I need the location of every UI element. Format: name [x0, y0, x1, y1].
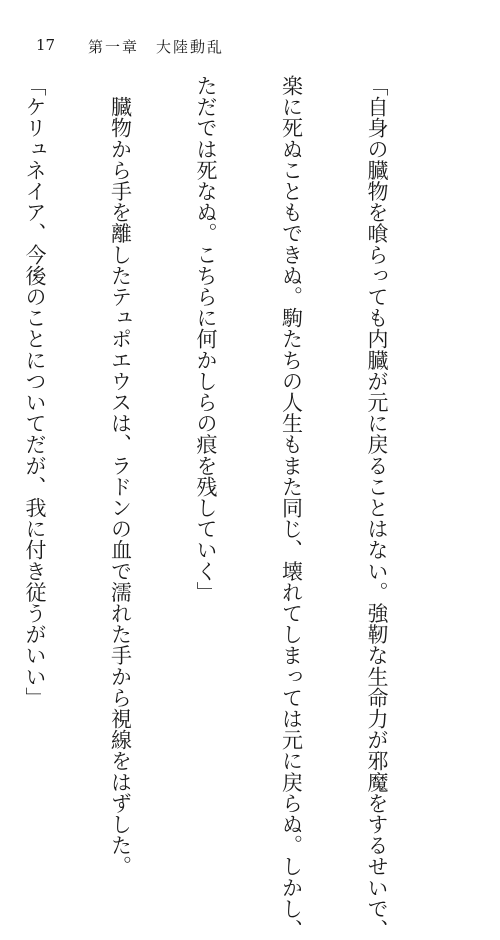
text-line: 臓物から手を離したテュポエウスは、ラドンの血で濡れた手から視線をはずした。 [108, 75, 133, 877]
text-line: 「自身の臓物を喰らっても内臓が元に戻ることはない。強靭な生命力が邪魔をするせいで、 [365, 75, 389, 940]
text-line: ただでは死なぬ。こちらに何かしらの痕を残していく」 [194, 75, 218, 603]
page-header [0, 36, 500, 60]
page-number: 17 [36, 36, 56, 54]
text-line: 楽に死ぬこともできぬ。駒たちの人生もまた同じ、壊れてしまっては元に戻らぬ。しかし、 [279, 75, 304, 940]
text-line: 「ケリュネイア、今後のことについてだが、我に付き従うがいい」 [23, 75, 47, 708]
chapter-title: 第一章 大陸動乱 [88, 38, 225, 56]
novel-body-text [23, 75, 448, 940]
